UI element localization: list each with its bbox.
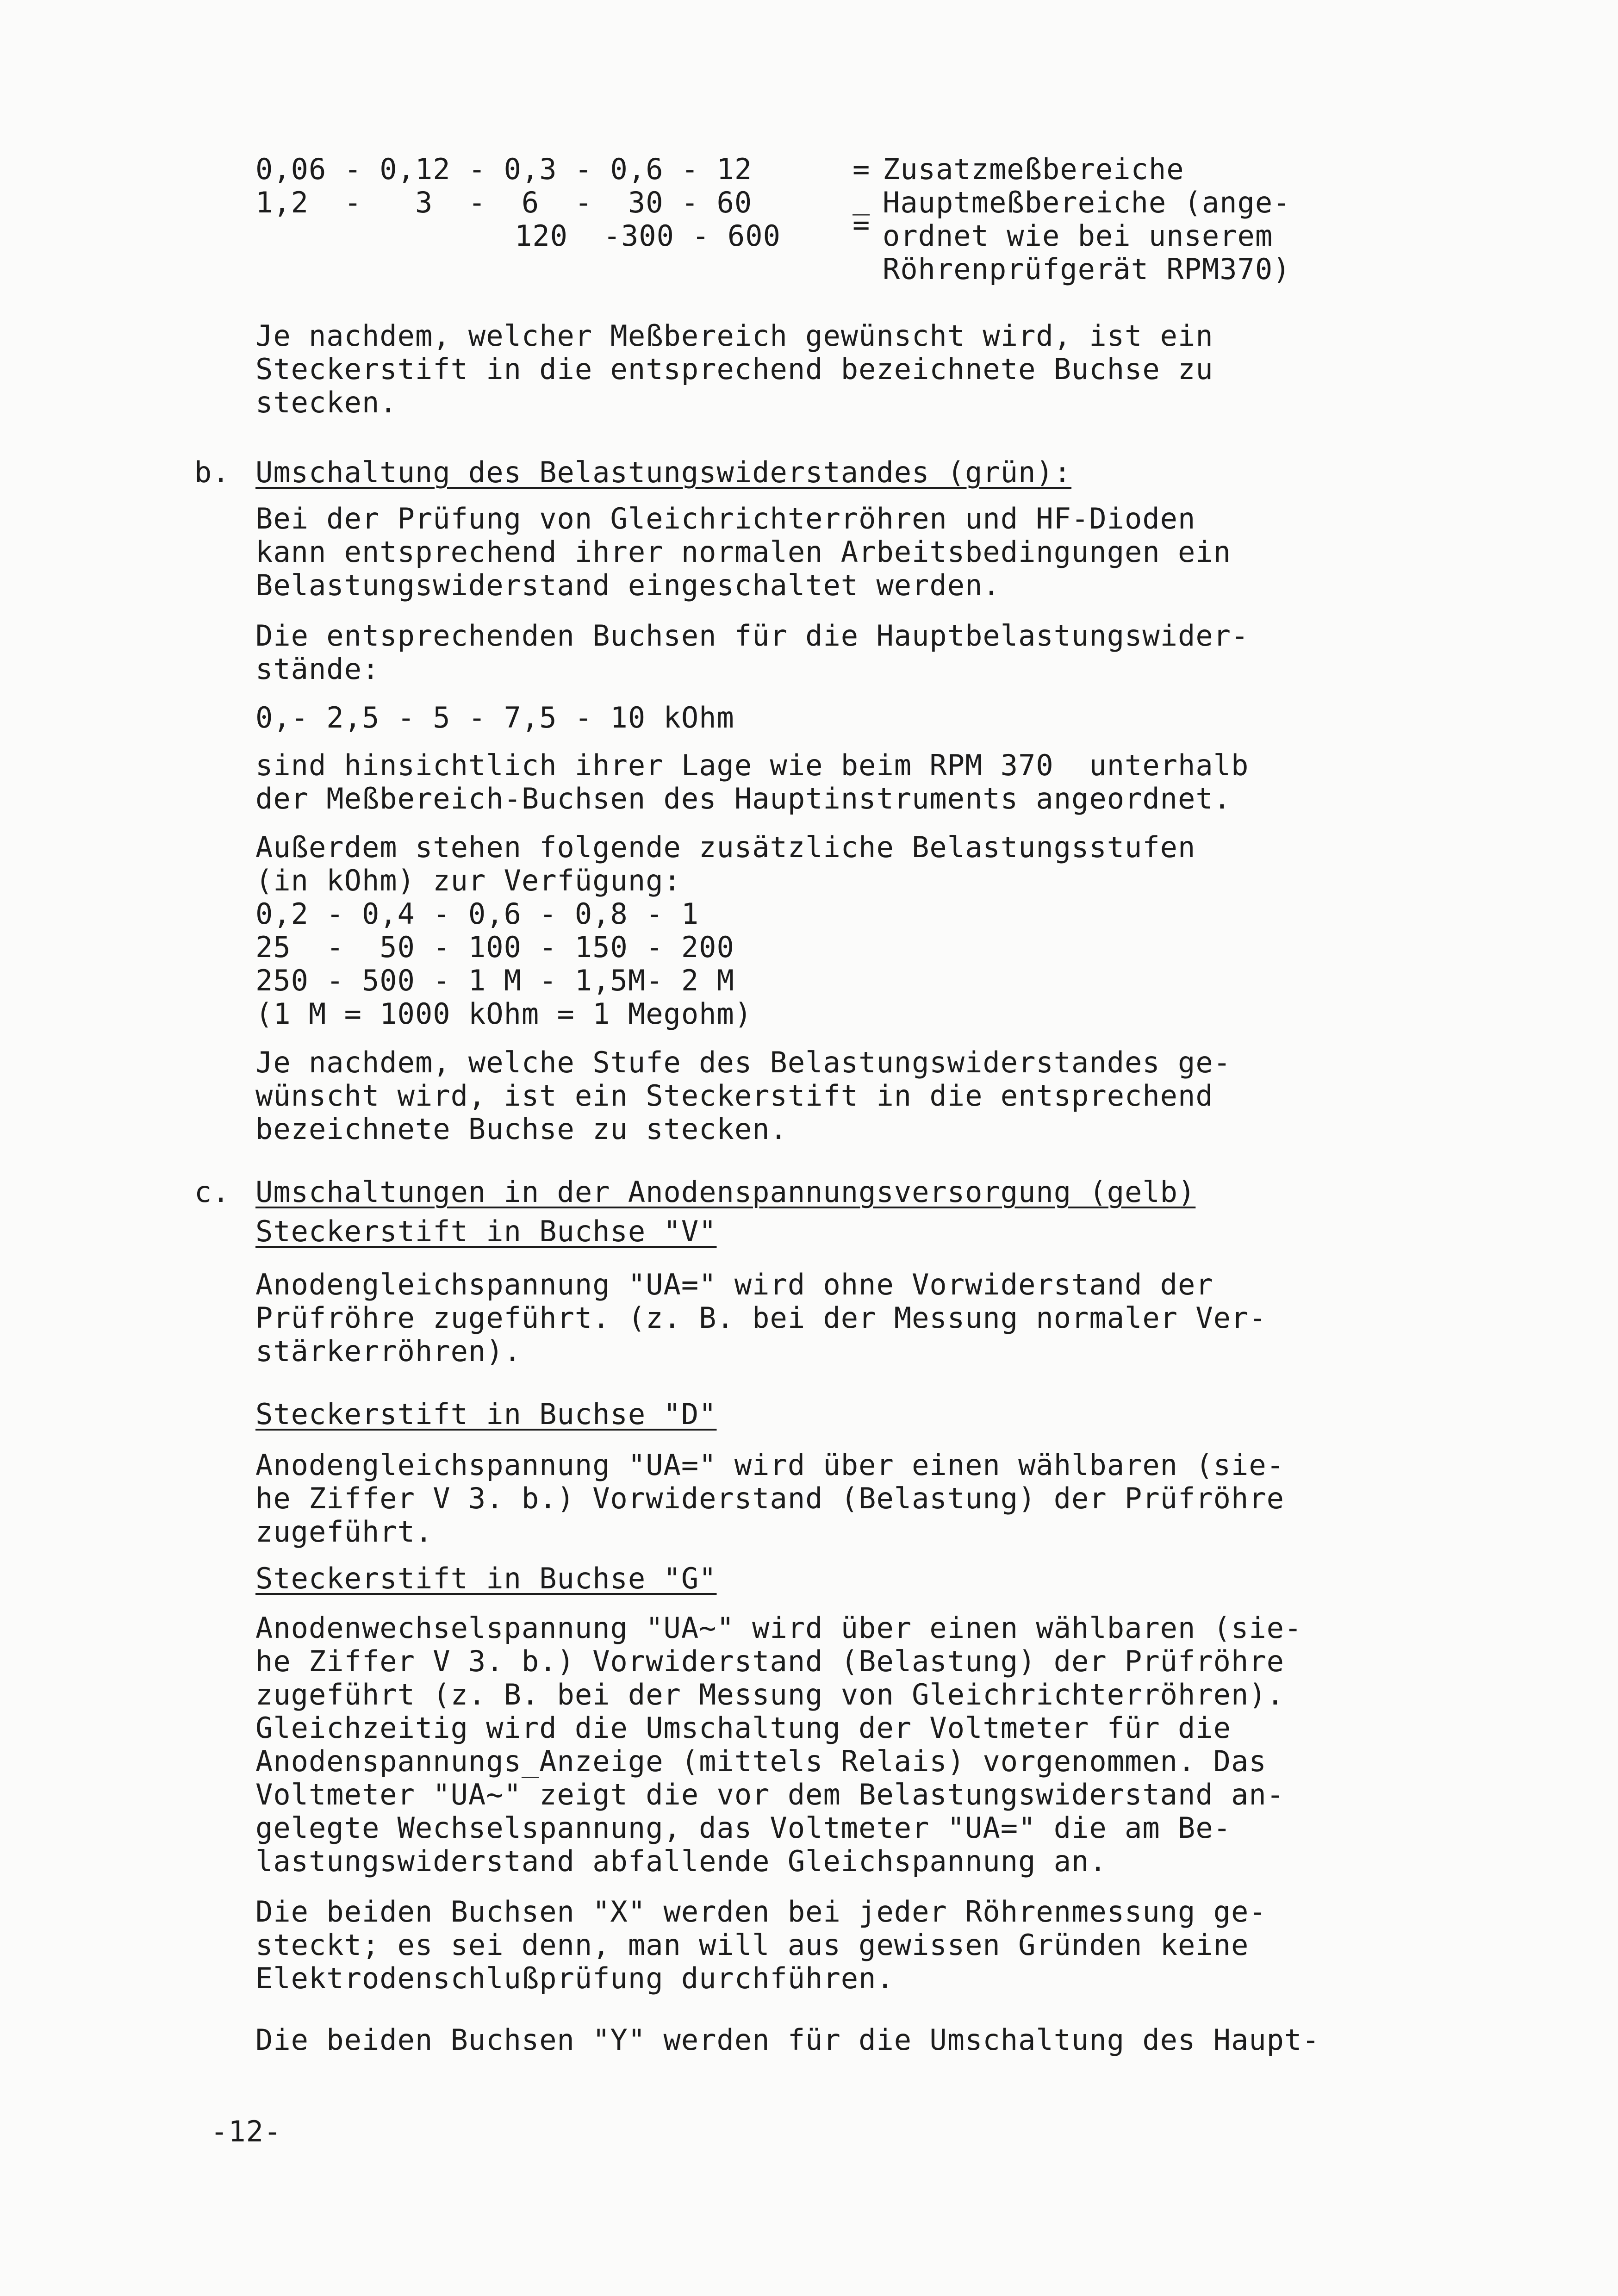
range-row-2-eq: _	[853, 182, 871, 216]
range-row-3-eq: =	[853, 208, 871, 242]
plug-g-text	[255, 1612, 1482, 1878]
section-b-paragraph-5	[255, 1046, 1482, 1146]
section-heading: Umschaltungen in der Anodenspannungsversorgung (gelb)	[255, 1175, 1196, 1209]
range-row-3-values: 120 -300 - 600	[515, 219, 781, 253]
text-line: Die beiden Buchsen "Y" werden für die Umschaltung des Haupt-	[255, 2023, 1320, 2057]
section-b-paragraph-4	[255, 831, 1482, 1031]
intro-paragraph	[255, 319, 1482, 419]
text-line: der Meßbereich-Buchsen des Hauptinstruments angeordnet.	[255, 782, 1231, 815]
section-b-marker: b.	[194, 455, 230, 489]
text-line: gelegte Wechselspannung, das Voltmeter "UA=" die am Be-	[255, 1811, 1231, 1845]
text-line: stecken.	[255, 386, 398, 419]
plug-g-heading	[255, 1562, 1482, 1595]
text-line: 250 - 500 - 1 M - 1,5M- 2 M	[255, 964, 734, 997]
text-line: Außerdem stehen folgende zusätzliche Belastungsstufen	[255, 830, 1196, 864]
section-c-marker: c.	[194, 1175, 230, 1209]
text-line: zugeführt.	[255, 1515, 433, 1549]
section-b-paragraph-3	[255, 749, 1482, 815]
text-line: (in kOhm) zur Verfügung:	[255, 864, 681, 897]
range-row-1-label: Zusatzmeßbereiche	[883, 152, 1184, 186]
range-row-4-label: Röhrenprüfgerät RPM370)	[883, 252, 1291, 286]
page-number: -12-	[211, 2115, 282, 2148]
text-line: kann entsprechend ihrer normalen Arbeitsbedingungen ein	[255, 535, 1231, 569]
text-line: he Ziffer V 3. b.) Vorwiderstand (Belastung) der Prüfröhre	[255, 1644, 1284, 1678]
text-line: Je nachdem, welche Stufe des Belastungswiderstandes ge-	[255, 1045, 1231, 1079]
range-row-2-label: Hauptmeßbereiche (ange-	[883, 186, 1291, 219]
text-line: Anodenwechselspannung "UA~" wird über einen wählbaren (sie-	[255, 1611, 1302, 1645]
text-line: Elektrodenschlußprüfung durchführen.	[255, 1961, 894, 1995]
text-line: Gleichzeitig wird die Umschaltung der Voltmeter für die	[255, 1711, 1231, 1745]
text-line: stärkerröhren).	[255, 1334, 522, 1368]
plug-d-heading	[255, 1398, 1482, 1431]
resistor-values: 0,- 2,5 - 5 - 7,5 - 10 kOhm	[255, 701, 734, 734]
plug-v-text	[255, 1268, 1482, 1368]
range-row-1-values: 0,06 - 0,12 - 0,3 - 0,6 - 12	[255, 152, 753, 186]
sockets-y-text	[255, 2023, 1482, 2057]
section-heading: Umschaltung des Belastungswiderstandes (grün):	[255, 455, 1072, 489]
text-line: Voltmeter "UA~" zeigt die vor dem Belastungswiderstand an-	[255, 1778, 1284, 1811]
text-line: Steckerstift in die entsprechend bezeichnete Buchse zu	[255, 352, 1214, 386]
text-line: Die entsprechenden Buchsen für die Hauptbelastungswider-	[255, 619, 1249, 653]
text-line: he Ziffer V 3. b.) Vorwiderstand (Belastung) der Prüfröhre	[255, 1481, 1284, 1515]
text-line: (1 M = 1000 kOhm = 1 Megohm)	[255, 997, 753, 1031]
plug-d-text	[255, 1449, 1482, 1549]
section-b-paragraph-2	[255, 619, 1482, 686]
text-line: 25 - 50 - 100 - 150 - 200	[255, 930, 734, 964]
section-b-heading	[255, 456, 1482, 489]
range-row-3-label: ordnet wie bei unserem	[883, 219, 1273, 253]
text-line: bezeichnete Buchse zu stecken.	[255, 1112, 788, 1146]
sockets-x-text	[255, 1895, 1482, 1995]
text-line: Prüfröhre zugeführt. (z. B. bei der Messung normaler Ver-	[255, 1301, 1267, 1335]
text-line: Je nachdem, welcher Meßbereich gewünscht wird, ist ein	[255, 319, 1214, 353]
text-line: zugeführt (z. B. bei der Messung von Gleichrichterröhren).	[255, 1678, 1284, 1711]
text-line: lastungswiderstand abfallende Gleichspannung an.	[255, 1844, 1107, 1878]
text-line: Bei der Prüfung von Gleichrichterröhren und HF-Dioden	[255, 502, 1196, 535]
text-line: steckt; es sei denn, man will aus gewissen Gründen keine	[255, 1928, 1249, 1962]
section-b-values	[255, 701, 1482, 734]
text-line: Anodengleichspannung "UA=" wird ohne Vorwiderstand der	[255, 1268, 1214, 1301]
section-c-heading	[255, 1176, 1482, 1209]
subheading: Steckerstift in Buchse "V"	[255, 1214, 717, 1248]
subheading: Steckerstift in Buchse "G"	[255, 1562, 717, 1595]
text-line: Anodengleichspannung "UA=" wird über einen wählbaren (sie-	[255, 1448, 1284, 1482]
section-b-paragraph-1	[255, 502, 1482, 602]
range-row-2-values: 1,2 - 3 - 6 - 30 - 60	[255, 186, 753, 219]
text-line: Die beiden Buchsen "X" werden bei jeder Röhrenmessung ge-	[255, 1895, 1267, 1929]
range-row-1-eq: =	[853, 152, 871, 186]
text-line: stände:	[255, 652, 380, 686]
text-line: Anodenspannungs_Anzeige (mittels Relais) vorgenommen. Das	[255, 1744, 1267, 1778]
plug-v-heading	[255, 1215, 1482, 1248]
text-line: Belastungswiderstand eingeschaltet werden.	[255, 568, 1001, 602]
text-line: wünscht wird, ist ein Steckerstift in die entsprechend	[255, 1079, 1214, 1113]
text-line: sind hinsichtlich ihrer Lage wie beim RPM 370 unterhalb	[255, 748, 1249, 782]
text-line: 0,2 - 0,4 - 0,6 - 0,8 - 1	[255, 897, 699, 931]
subheading: Steckerstift in Buchse "D"	[255, 1397, 717, 1431]
